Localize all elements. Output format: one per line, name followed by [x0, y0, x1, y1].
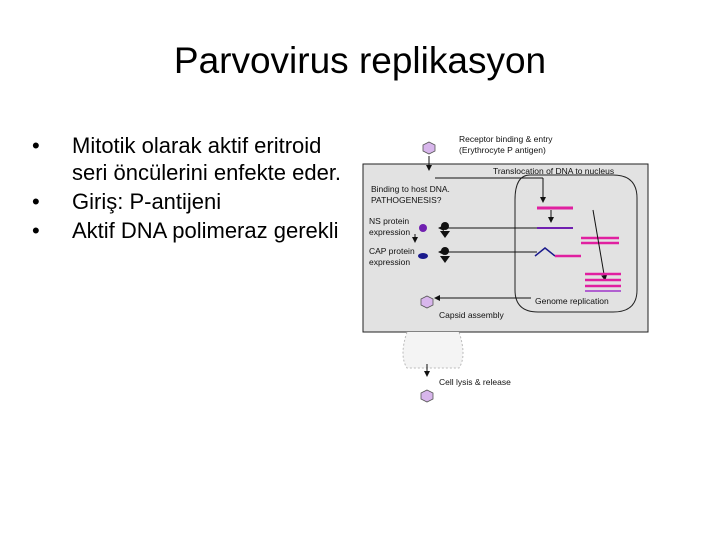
bullet-list: [32, 132, 352, 246]
cap-expression-label: expression: [369, 257, 411, 267]
translocation-label: Translocation of DNA to nucleus: [493, 166, 615, 176]
bullet-item: [32, 132, 352, 186]
bullet-text: Aktif DNA polimeraz gerekli: [72, 218, 339, 243]
bullet-dot: •: [32, 189, 40, 214]
genome-replication-label: Genome replication: [535, 296, 609, 306]
cap-protein-icon: [418, 253, 428, 259]
bullet-dot: •: [32, 133, 40, 158]
ns-protein-icon: [419, 224, 427, 232]
cap-protein-label: CAP protein: [369, 246, 415, 256]
ns-complex-icon: [441, 222, 449, 230]
ns-protein-label: NS protein: [369, 216, 410, 226]
page-title: Parvovirus replikasyon: [173, 40, 547, 81]
receptor-label-2: (Erythrocyte P antigen): [459, 145, 546, 155]
ns-expression-label: expression: [369, 227, 411, 237]
cap-complex-icon: [441, 247, 449, 255]
lysis-release-label: Cell lysis & release: [439, 377, 511, 387]
replication-diagram: [355, 130, 655, 410]
binding-label: Binding to host DNA.: [371, 184, 450, 194]
bullet-item: [32, 188, 352, 215]
receptor-label: Receptor binding & entry: [459, 134, 553, 144]
bullet-text: Mitotik olarak aktif eritroid seri öncülerini enfekte eder.: [72, 133, 342, 185]
bullet-item: [32, 217, 352, 244]
virion-entry-icon: [423, 142, 435, 154]
lysis-bulge: [403, 332, 463, 368]
capsid-icon: [421, 296, 433, 308]
capsid-assembly-label: Capsid assembly: [439, 310, 504, 320]
pathogenesis-label: PATHOGENESIS?: [371, 195, 442, 205]
bullet-dot: •: [32, 218, 40, 243]
released-virion-icon: [421, 390, 433, 402]
bullet-text: Giriş: P-antijeni: [72, 189, 222, 214]
